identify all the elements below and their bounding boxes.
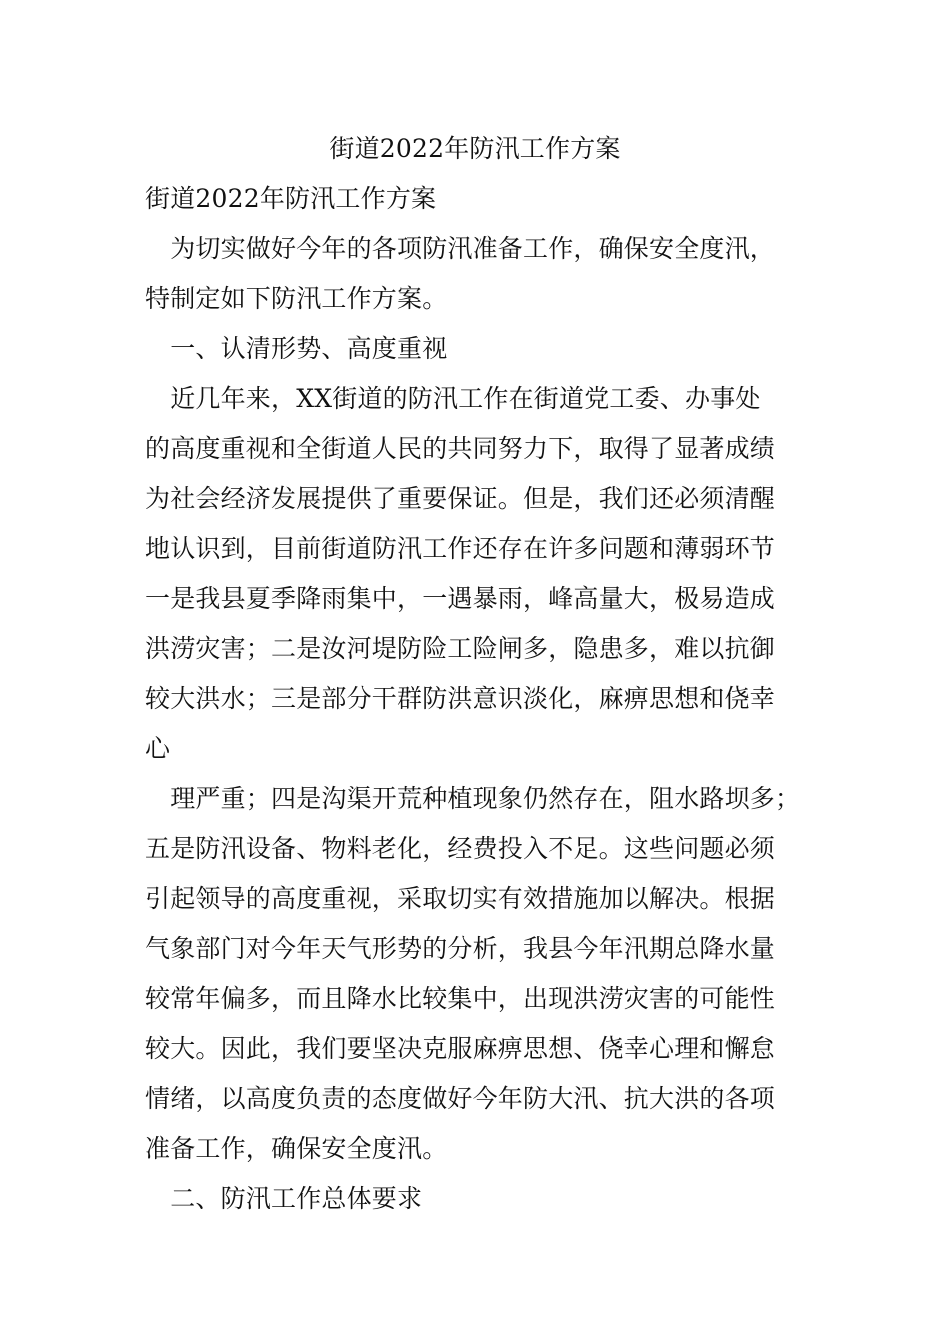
section-heading: 一、认清形势、高度重视 xyxy=(145,334,448,363)
document-title: 街道2022年防汛工作方案 xyxy=(329,134,621,163)
paragraph-line: 理严重；四是沟渠开荒种植现象仍然存在，阻水路坝多； xyxy=(145,784,801,813)
paragraph-line: 情绪，以高度负责的态度做好今年防大汛、抗大洪的各项 xyxy=(145,1084,776,1113)
paragraph-line: 近几年来，XX街道的防汛工作在街道党工委、办事处 xyxy=(145,384,761,413)
subtitle-line: 街道2022年防汛工作方案 xyxy=(145,184,437,213)
section-heading: 二、防汛工作总体要求 xyxy=(145,1184,423,1213)
paragraph-line: 的高度重视和全街道人民的共同努力下，取得了显著成绩 xyxy=(145,434,776,463)
paragraph-line: 五是防汛设备、物料老化，经费投入不足。这些问题必须 xyxy=(145,834,776,863)
paragraph-line: 一是我县夏季降雨集中，一遇暴雨，峰高量大，极易造成 xyxy=(145,584,776,613)
paragraph-line: 较大。因此，我们要坚决克服麻痹思想、侥幸心理和懈怠 xyxy=(145,1034,776,1063)
paragraph-line: 地认识到，目前街道防汛工作还存在许多问题和薄弱环节 xyxy=(145,534,776,563)
paragraph-line: 为切实做好今年的各项防汛准备工作，确保安全度汛， xyxy=(145,234,776,263)
paragraph-line: 心 xyxy=(145,734,171,763)
paragraph-line: 引起领导的高度重视，采取切实有效措施加以解决。根据 xyxy=(145,884,776,913)
paragraph-line: 较大洪水；三是部分干群防洪意识淡化，麻痹思想和侥幸 xyxy=(145,684,776,713)
paragraph-line: 洪涝灾害；二是汝河堤防险工险闸多，隐患多，难以抗御 xyxy=(145,634,776,663)
paragraph-line: 准备工作，确保安全度汛。 xyxy=(145,1134,448,1163)
paragraph-line: 为社会经济发展提供了重要保证。但是，我们还必须清醒 xyxy=(145,484,776,513)
paragraph-line: 特制定如下防汛工作方案。 xyxy=(145,284,448,313)
paragraph-line: 较常年偏多，而且降水比较集中，出现洪涝灾害的可能性 xyxy=(145,984,776,1013)
paragraph-line: 气象部门对今年天气形势的分析，我县今年汛期总降水量 xyxy=(145,934,776,963)
